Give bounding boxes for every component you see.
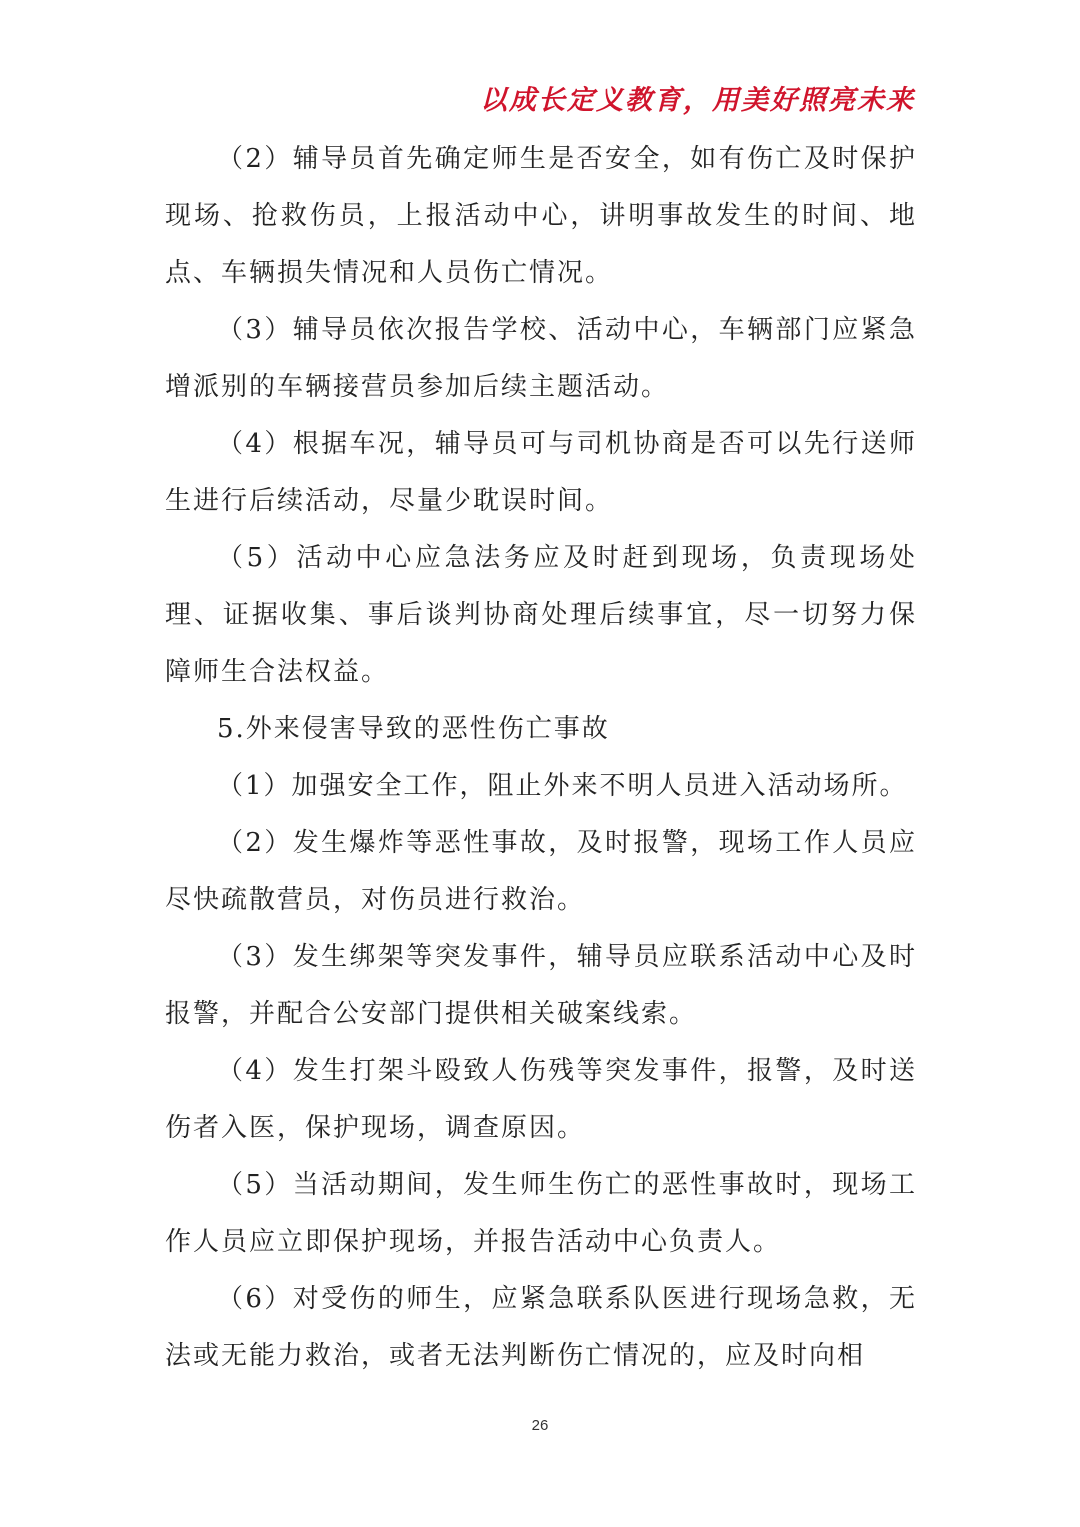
paragraph-2-5: （5）活动中心应急法务应及时赶到现场，负责现场处理、证据收集、事后谈判协商处理后续事宜，尽一切努力保障师生合法权益。 <box>165 543 917 687</box>
paragraph-2-4: （4）根据车况，辅导员可与司机协商是否可以先行送师生进行后续活动，尽量少耽误时间。 <box>165 429 917 516</box>
document-body <box>165 131 917 1385</box>
paragraph-5-3: （3）发生绑架等突发事件，辅导员应联系活动中心及时报警，并配合公安部门提供相关破案线索。 <box>165 942 917 1029</box>
paragraph-5-2: （2）发生爆炸等恶性事故，及时报警，现场工作人员应尽快疏散营员，对伤员进行救治。 <box>165 828 917 915</box>
page-number: 26 <box>531 1417 549 1434</box>
paragraph-2-2: （2）辅导员首先确定师生是否安全，如有伤亡及时保护现场、抢救伤员，上报活动中心，讲明事故发生的时间、地点、车辆损失情况和人员伤亡情况。 <box>165 144 917 288</box>
paragraph-5-4: （4）发生打架斗殴致人伤残等突发事件，报警，及时送伤者入医，保护现场，调查原因。 <box>165 1056 917 1143</box>
paragraph-5-5: （5）当活动期间，发生师生伤亡的恶性事故时，现场工作人员应立即保护现场，并报告活动中心负责人。 <box>165 1170 917 1257</box>
paragraph-5-6: （6）对受伤的师生，应紧急联系队医进行现场急救，无法或无能力救治，或者无法判断伤亡情况的，应及时向相 <box>165 1284 917 1371</box>
section-heading-5: 5.外来侵害导致的恶性伤亡事故 <box>217 714 610 744</box>
paragraph-5-1: （1）加强安全工作，阻止外来不明人员进入活动场所。 <box>217 771 908 801</box>
paragraph-2-3: （3）辅导员依次报告学校、活动中心，车辆部门应紧急增派别的车辆接营员参加后续主题活动。 <box>165 315 917 402</box>
header-slogan: 以成长定义教育，用美好照亮未来 <box>480 85 915 116</box>
